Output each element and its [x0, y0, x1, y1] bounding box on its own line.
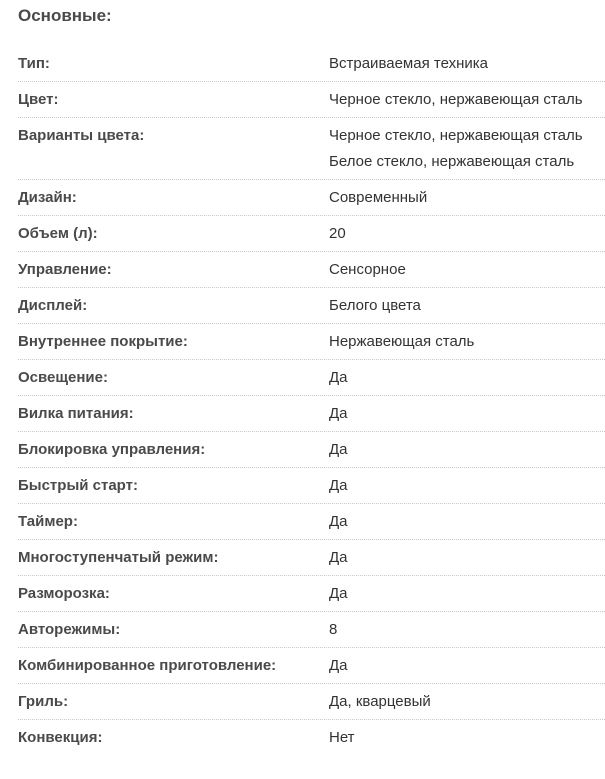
- spec-label: Дизайн:: [18, 189, 77, 206]
- spec-label: Варианты цвета:: [18, 127, 145, 144]
- spec-label: Дисплей:: [18, 297, 88, 314]
- spec-value-line: Да: [329, 369, 348, 386]
- spec-value: [329, 729, 605, 747]
- spec-value-line: Да: [329, 657, 348, 674]
- spec-table: [18, 46, 605, 756]
- spec-row: [18, 576, 605, 612]
- spec-value-line: Современный: [329, 189, 428, 206]
- spec-value-line: Сенсорное: [329, 261, 406, 278]
- spec-value: [329, 189, 605, 207]
- spec-value: [329, 405, 605, 423]
- spec-value-line: Нержавеющая сталь: [329, 333, 475, 350]
- spec-value-line: Черное стекло, нержавеющая сталь: [329, 127, 583, 144]
- spec-value-line: Да, кварцевый: [329, 693, 431, 710]
- spec-label: Разморозка:: [18, 585, 110, 602]
- spec-row: [18, 324, 605, 360]
- spec-label: Цвет:: [18, 91, 59, 108]
- spec-row: [18, 540, 605, 576]
- spec-value: [329, 91, 605, 109]
- spec-row: [18, 432, 605, 468]
- spec-label: Внутреннее покрытие:: [18, 333, 188, 350]
- spec-label: Конвекция:: [18, 729, 103, 746]
- spec-value: [329, 585, 605, 603]
- spec-label: Блокировка управления:: [18, 441, 206, 458]
- spec-value: [329, 549, 605, 567]
- spec-value: [329, 261, 605, 279]
- spec-row: [18, 360, 605, 396]
- spec-value: [329, 441, 605, 459]
- spec-value: [329, 513, 605, 531]
- spec-value: [329, 369, 605, 387]
- spec-value-line: Да: [329, 477, 348, 494]
- spec-label: Комбинированное приготовление:: [18, 657, 277, 674]
- spec-label: Объем (л):: [18, 225, 98, 242]
- spec-value-line: Да: [329, 549, 348, 566]
- spec-value-line: 20: [329, 225, 346, 242]
- spec-row: [18, 118, 605, 180]
- spec-row: [18, 648, 605, 684]
- spec-value-line: Да: [329, 513, 348, 530]
- spec-value: [329, 657, 605, 675]
- spec-value: [329, 333, 605, 351]
- spec-label: Быстрый старт:: [18, 477, 138, 494]
- spec-value: [329, 55, 605, 73]
- spec-row: [18, 720, 605, 756]
- spec-row: [18, 216, 605, 252]
- spec-row: [18, 288, 605, 324]
- spec-value: [329, 621, 605, 639]
- spec-value-line: Черное стекло, нержавеющая сталь: [329, 91, 583, 108]
- spec-value-line: Да: [329, 405, 348, 422]
- spec-label: Управление:: [18, 261, 112, 278]
- spec-value-line: Да: [329, 585, 348, 602]
- spec-value: [329, 127, 605, 171]
- spec-row: [18, 252, 605, 288]
- spec-label: Освещение:: [18, 369, 108, 386]
- spec-label: Вилка питания:: [18, 405, 134, 422]
- spec-value-line: Белого цвета: [329, 297, 421, 314]
- spec-row: [18, 504, 605, 540]
- spec-value-line: Да: [329, 441, 348, 458]
- spec-value: [329, 693, 605, 711]
- spec-label: Авторежимы:: [18, 621, 121, 638]
- spec-value-line: Встраиваемая техника: [329, 55, 488, 72]
- spec-value-line: Нет: [329, 729, 355, 746]
- spec-row: [18, 46, 605, 82]
- spec-row: [18, 180, 605, 216]
- spec-value-line: 8: [329, 621, 338, 638]
- spec-row: [18, 684, 605, 720]
- spec-row: [18, 468, 605, 504]
- spec-label: Таймер:: [18, 513, 78, 530]
- spec-row: [18, 612, 605, 648]
- section-title: Основные:: [18, 6, 112, 25]
- spec-row: [18, 82, 605, 118]
- spec-label: Тип:: [18, 55, 50, 72]
- spec-value: [329, 225, 605, 243]
- spec-value: [329, 477, 605, 495]
- spec-label: Многоступенчатый режим:: [18, 549, 219, 566]
- spec-value-line: Белое стекло, нержавеющая сталь: [329, 153, 575, 170]
- spec-row: [18, 396, 605, 432]
- spec-value: [329, 297, 605, 315]
- spec-label: Гриль:: [18, 693, 69, 710]
